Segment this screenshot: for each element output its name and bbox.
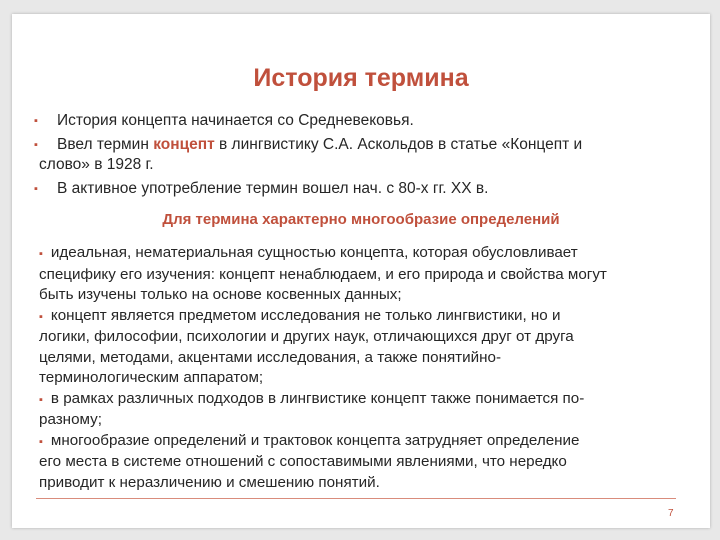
bullet-marker: ▪ [39,248,43,260]
definition-line: концепт является предметом исследования не только лингвистики, но и [50,306,561,324]
bullet-text: История концепта начинается со Средневековья. [57,112,414,129]
intro-bullet-2 [34,135,664,175]
bullet-marker: ▪ [39,435,43,448]
definition-line: быть изучены только на основе косвенных данных; [39,286,402,303]
definition-line: идеальная, нематериальная сущностью концепта, которая обусловливает [50,244,578,261]
definition-item-3 [39,389,679,431]
intro-bullet-list [34,111,664,203]
bullet-marker: ▪ [34,183,38,195]
definition-line: его места в системе отношений с сопоставимыми явлениями, что нередко [39,453,567,470]
definition-item-2 [39,306,679,389]
intro-bullet-3 [34,179,664,199]
definition-line: разному; [39,411,102,428]
definition-item-4 [39,431,679,494]
bullet-text-post: в лингвистику С.А. Аскольдов в статье «Концепт и [214,136,583,153]
definition-line: многообразие определений и трактовок концепта затрудняет определение [50,431,580,449]
definitions-subheading: Для термина характерно многообразие определений [162,211,560,228]
bullet-text: В активное употребление термин вошел нач. с 80-х гг. XX в. [57,180,489,197]
definition-line: приводит к неразличению и смешению понятий. [39,473,380,491]
page-number: 7 [668,508,674,519]
definition-line: логики, философии, психологии и других наук, отличающихся друг от друга [39,328,574,345]
bullet-marker: ▪ [34,115,38,127]
footer-divider [36,498,676,499]
definitions-list [39,243,679,493]
intro-bullet-1 [34,111,664,131]
highlighted-term: концепт [153,136,215,153]
definition-line: в рамках различных подходов в лингвистике концепт также понимается по- [50,389,585,407]
bullet-marker: ▪ [39,393,43,406]
slide-title: История термина [253,64,469,92]
definition-line: терминологическим аппаратом; [39,369,264,386]
definition-item-1 [39,243,679,306]
bullet-marker: ▪ [34,139,38,151]
definition-line: специфику его изучения: концепт ненаблюдаем, и его природа и свойства могут [39,265,607,283]
bullet-text-continuation: слово» в 1928 г. [39,156,154,173]
slide [12,14,710,528]
bullet-text-pre: Ввел термин [57,136,154,153]
bullet-marker: ▪ [39,310,43,323]
definition-line: целями, методами, акцентами исследования, а также понятийно- [39,348,502,366]
